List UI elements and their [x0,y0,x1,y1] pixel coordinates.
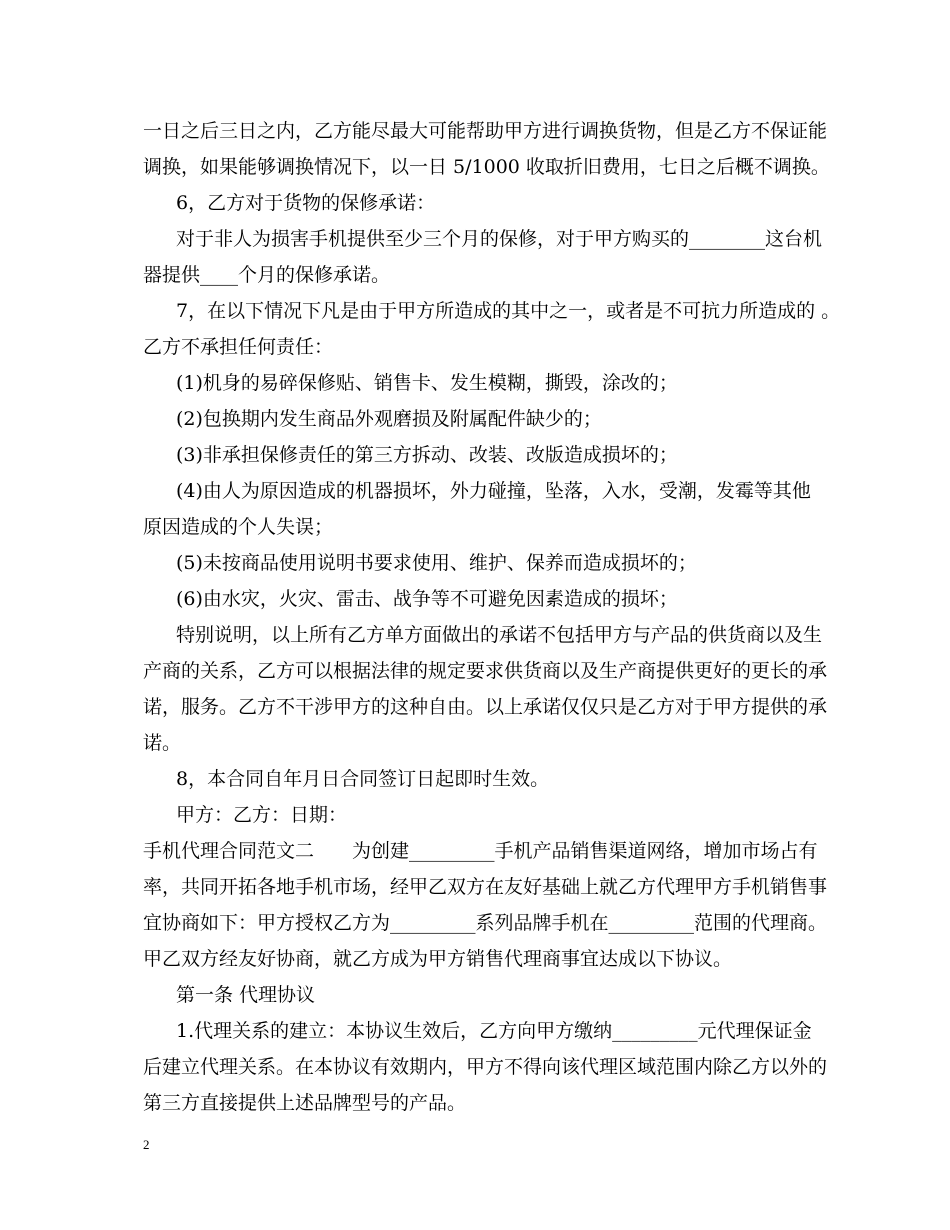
body-text-line: 1.代理关系的建立：本协议生效后，乙方向甲方缴纳_________元代理保证金 [176,1020,812,1042]
clause-8-heading: 8，本合同自年月日合同签订日起即时生效。 [176,768,550,790]
list-item: (4)由人为原因造成的机器损坏，外力碰撞，坠落，入水，受潮，发霉等其他 [176,480,811,502]
body-text-line: 调换，如果能够调换情况下，以一日 5/1000 收取折旧费用，七日之后概不调换。 [143,156,830,178]
body-text-line: 乙方不承担任何责任： [143,336,334,358]
body-text-line: 后建立代理关系。在本协议有效期内，甲方不得向该代理区域范围内除乙方以外的 [143,1056,828,1078]
list-item: (5)未按商品使用说明书要求使用、维护、保养而造成损坏的； [176,552,697,574]
body-text-line: 率，共同开拓各地手机市场，经甲乙双方在友好基础上就乙方代理甲方手机销售事 [143,876,828,898]
body-text-line: 甲乙双方经友好协商，就乙方成为甲方销售代理商事宜达成以下协议。 [143,948,733,970]
list-item: (6)由水灾，火灾、雷击、战争等不可避免因素造成的损坏； [176,588,678,610]
clause-7-heading: 7，在以下情况下凡是由于甲方所造成的其中之一，或者是不可抗力所造成的 。 [176,300,841,322]
body-text-line: 诺，服务。乙方不干涉甲方的这种自由。以上承诺仅仅只是乙方对于甲方提供的承 [143,696,828,718]
list-item: (3)非承担保修责任的第三方拆动、改装、改版造成损坏的； [176,444,678,466]
body-text-line: 器提供____个月的保修承诺。 [143,264,391,286]
article-heading: 第一条 代理协议 [176,984,316,1006]
body-text-line: 特别说明，以上所有乙方单方面做出的承诺不包括甲方与产品的供货商以及生 [176,624,823,646]
list-item-continued: 原因造成的个人失误； [143,516,334,538]
body-text-line: 产商的关系，乙方可以根据法律的规定要求供货商以及生产商提供更好的更长的承 [143,660,828,682]
body-text-line: 诺。 [143,732,182,754]
list-item: (2)包换期内发生商品外观磨损及附属配件缺少的； [176,408,602,430]
list-item: (1)机身的易碎保修贴、销售卡、发生模糊，撕毁，涂改的； [176,372,678,394]
signature-line: 甲方：乙方：日期： [176,804,348,826]
body-text-line: 第三方直接提供上述品牌型号的产品。 [143,1092,467,1114]
section-title-line: 手机代理合同范文二 为创建_________手机产品销售渠道网络，增加市场占有 [143,840,818,862]
body-text-line: 对于非人为损害手机提供至少三个月的保修，对于甲方购买的________这台机 [176,228,823,250]
body-text-line: 宜协商如下：甲方授权乙方为_________系列品牌手机在_________范围的代理商。 [143,912,828,934]
page-number: 2 [143,1137,150,1152]
body-text-line: 一日之后三日之内，乙方能尽最大可能帮助甲方进行调换货物，但是乙方不保证能 [143,120,828,142]
clause-6-heading: 6，乙方对于货物的保修承诺： [176,192,436,214]
